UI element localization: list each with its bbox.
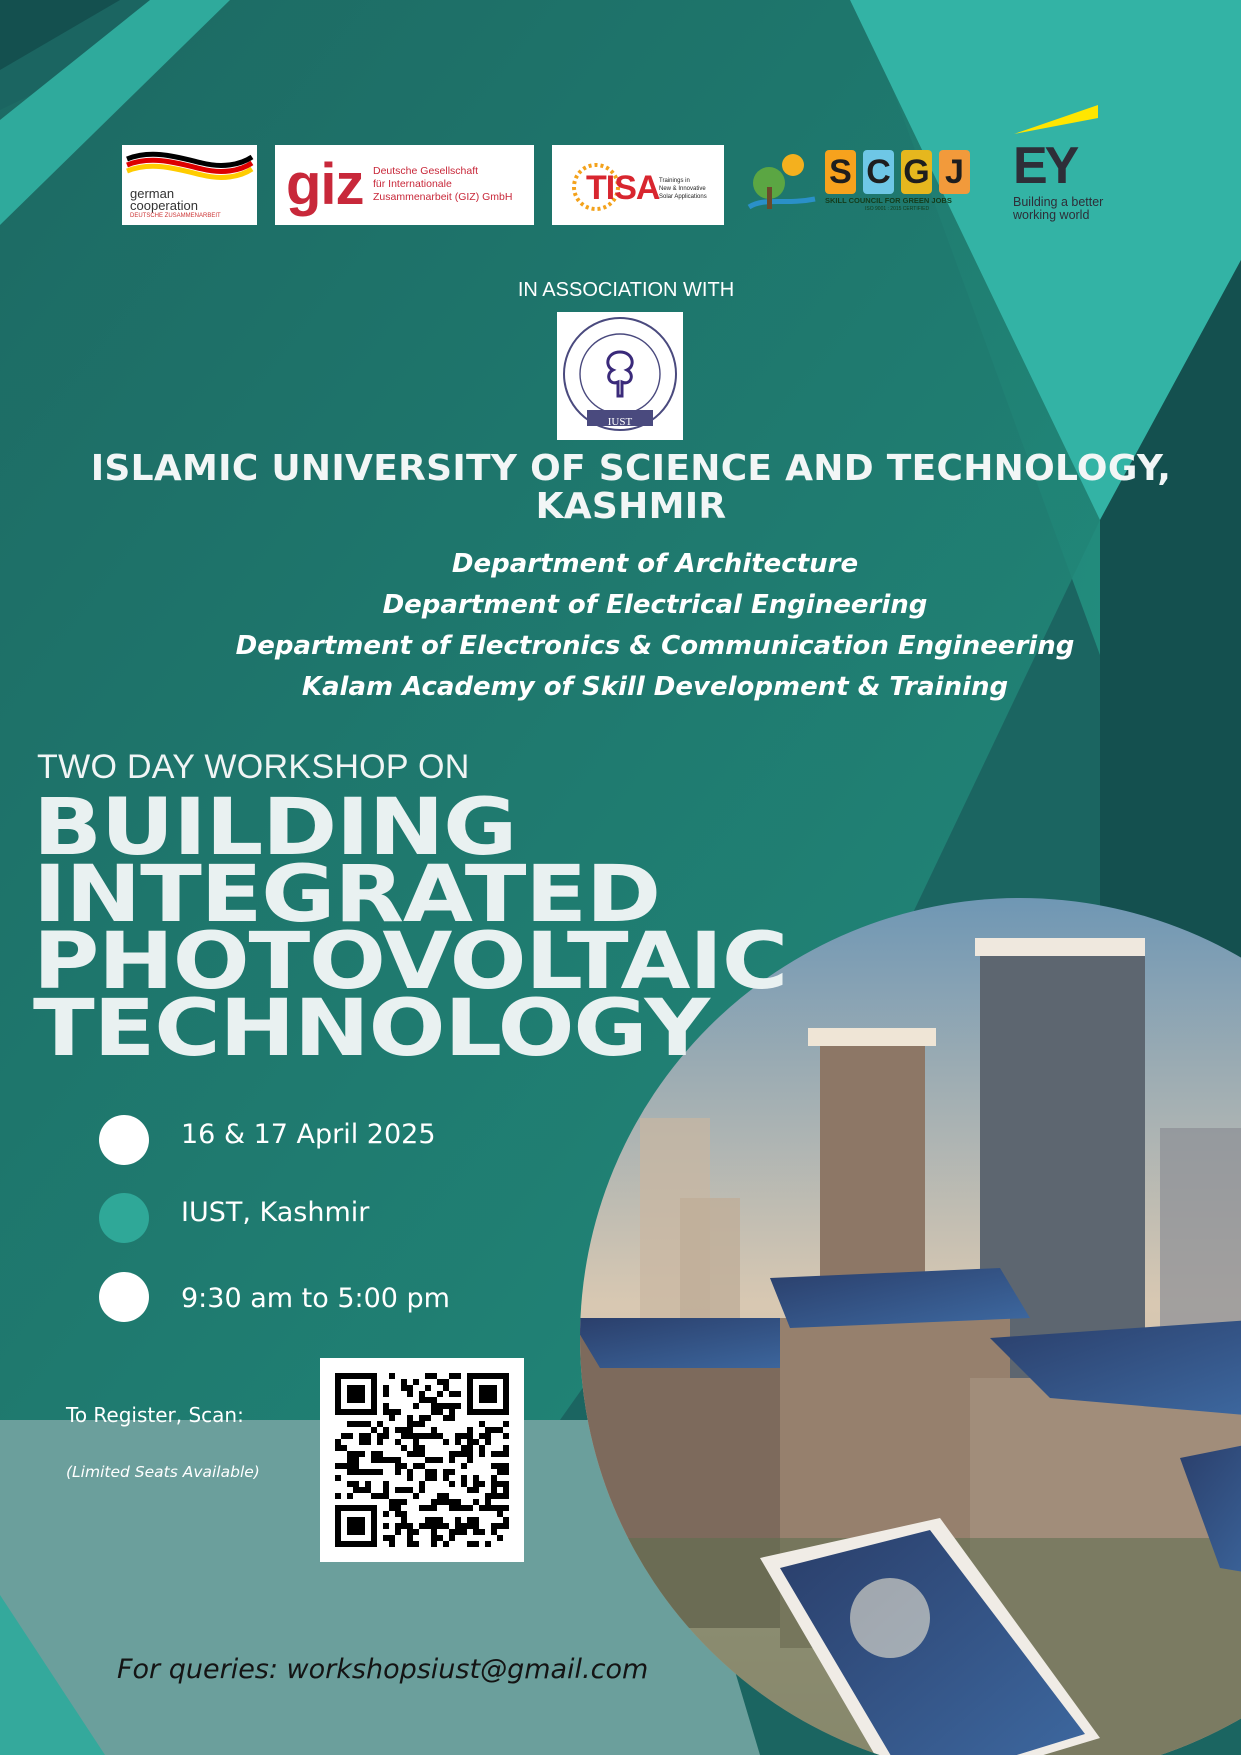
scgj-letter-c: C bbox=[863, 150, 894, 194]
date-bullet-icon bbox=[99, 1115, 149, 1165]
qr-pattern-icon bbox=[320, 1358, 524, 1562]
ey-wordmark: EY bbox=[1013, 137, 1077, 195]
ey-tagline: Building a better working world bbox=[1013, 195, 1104, 222]
department-item: Kalam Academy of Skill Development & Training bbox=[301, 672, 1009, 702]
scgj-logo bbox=[745, 145, 985, 227]
workshop-time: 9:30 am to 5:00 pm bbox=[181, 1283, 450, 1314]
limited-seats-note: (Limited Seats Available) bbox=[66, 1463, 260, 1481]
tisa-logo bbox=[552, 145, 724, 225]
scgj-certification: ISO 9001 : 2015 CERTIFIED bbox=[865, 206, 930, 212]
department-item: Department of Electronics & Communication Engineering bbox=[235, 631, 1075, 661]
tree-sun-icon bbox=[745, 147, 821, 219]
tisa-wordmark: TISA bbox=[586, 169, 660, 207]
german-cooperation-logo bbox=[122, 145, 257, 225]
department-item: Department of Architecture bbox=[451, 549, 859, 579]
iust-seal bbox=[557, 312, 683, 440]
scgj-letter-g: G bbox=[901, 150, 932, 194]
workshop-date: 16 & 17 April 2025 bbox=[181, 1119, 436, 1150]
venue-bullet-icon bbox=[99, 1193, 149, 1243]
workshop-intro: TWO DAY WORKSHOP ON bbox=[37, 748, 470, 786]
german-cooperation-wordmark: german cooperation bbox=[130, 186, 198, 213]
ey-beam-icon bbox=[1014, 104, 1100, 138]
association-label: IN ASSOCIATION WITH bbox=[517, 279, 735, 301]
scgj-letter-j: J bbox=[939, 150, 970, 194]
german-cooperation-subline: DEUTSCHE ZUSAMMENARBEIT bbox=[130, 213, 221, 219]
university-name: ISLAMIC UNIVERSITY OF SCIENCE AND TECHNOLOGY, KASHMIR bbox=[90, 448, 1172, 527]
register-label: To Register, Scan: bbox=[66, 1403, 244, 1427]
time-bullet-icon bbox=[99, 1272, 149, 1322]
flag-ribbon-icon bbox=[122, 145, 257, 187]
department-list bbox=[100, 544, 1210, 708]
scgj-caption: SKILL COUNCIL FOR GREEN JOBS bbox=[825, 196, 952, 205]
giz-wordmark: giz bbox=[286, 152, 364, 217]
department-item: Department of Electrical Engineering bbox=[382, 590, 928, 620]
contact-query: For queries: workshopsiust@gmail.com bbox=[117, 1654, 649, 1685]
giz-logo bbox=[275, 145, 534, 225]
giz-fullname: Deutsche Gesellschaft für Internationale Zusammenarbeit (GIZ) GmbH bbox=[373, 165, 513, 203]
seal-abbreviation: IUST bbox=[607, 416, 633, 428]
scgj-letter-s: S bbox=[825, 150, 856, 194]
workshop-venue: IUST, Kashmir bbox=[181, 1197, 370, 1228]
tisa-tagline: Trainings in New & Innovative Solar Applications bbox=[659, 178, 707, 200]
workshop-title: BUILDING INTEGRATED PHOTOVOLTAIC TECHNOLOGY bbox=[33, 783, 788, 1074]
ey-logo bbox=[1012, 104, 1122, 228]
registration-qr-code[interactable] bbox=[320, 1358, 524, 1562]
